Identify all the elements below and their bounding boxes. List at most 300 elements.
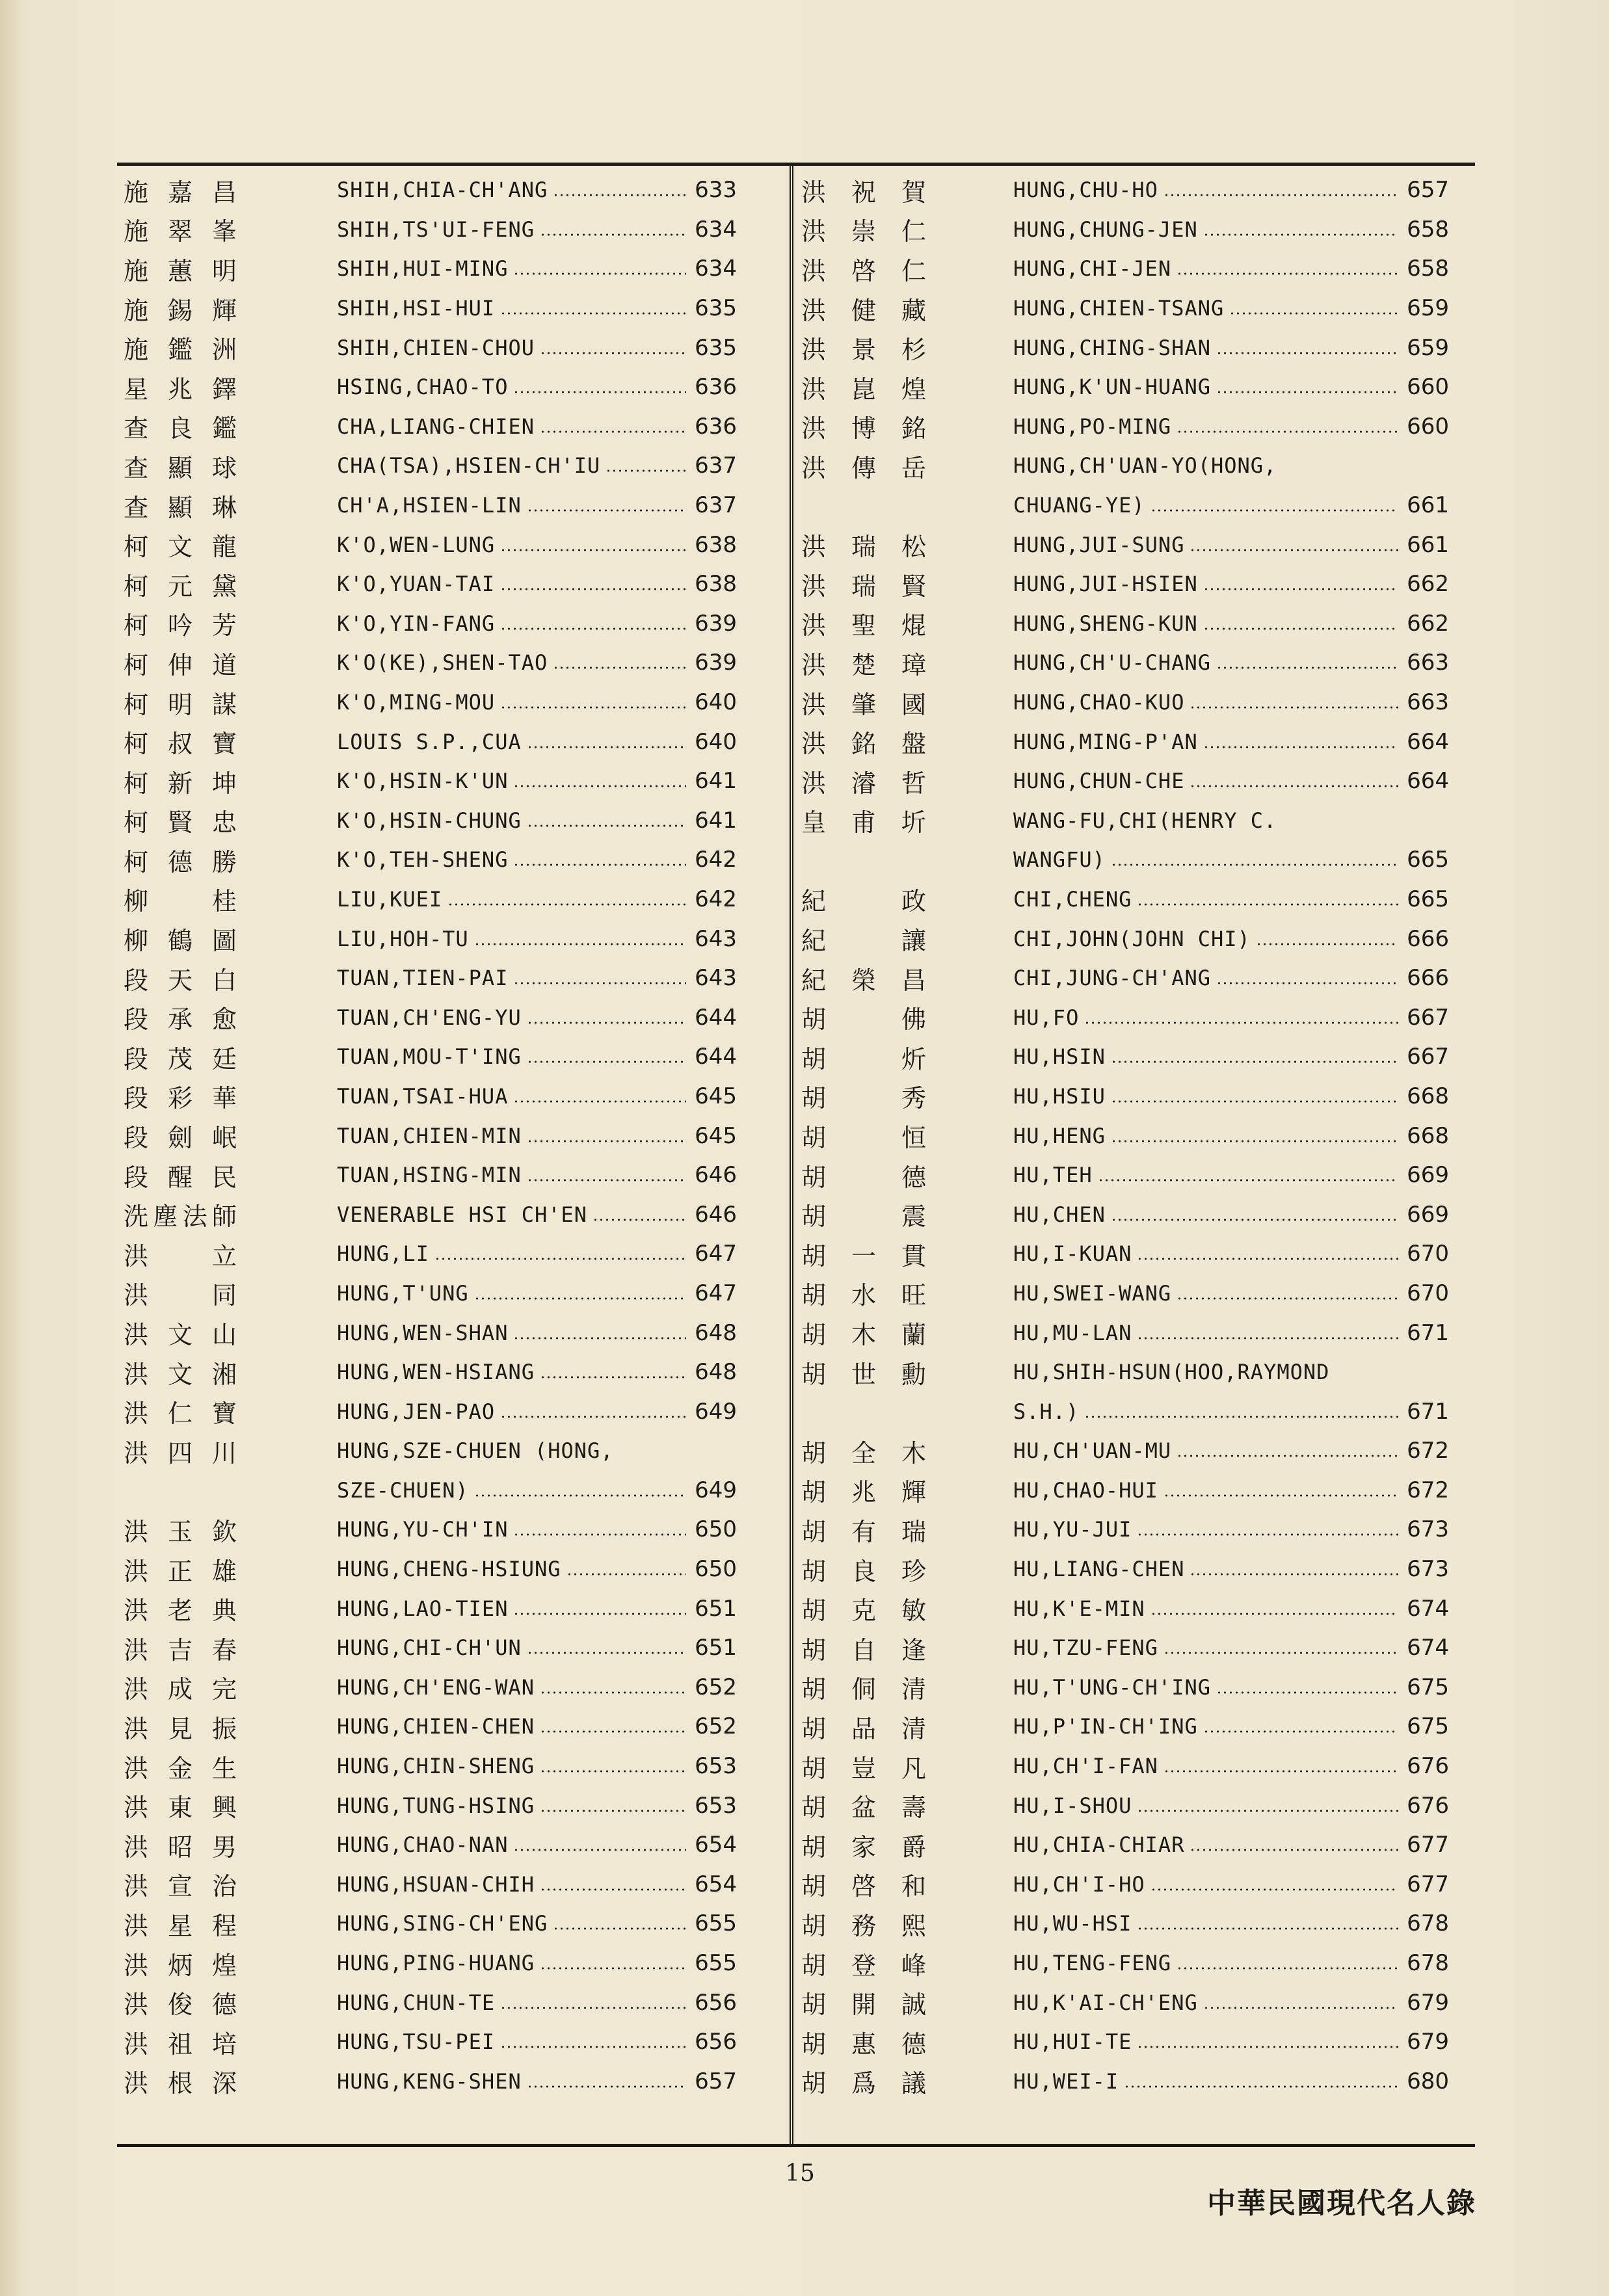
romanized-name: [337, 1635, 691, 1660]
index-entry: [124, 1589, 774, 1628]
entry-page-number: 634: [695, 256, 737, 282]
index-entry: [124, 1155, 774, 1195]
chinese-name: 柯德勝: [124, 847, 239, 877]
romanized-name-text: HUNG,CHUNG-JEN: [1013, 217, 1198, 242]
index-entry: [801, 604, 1465, 644]
chinese-name: 紀政: [801, 887, 929, 916]
chinese-name: 查顯琳: [124, 493, 239, 522]
chinese-name: 洪崑煌: [801, 375, 929, 404]
index-entry: [124, 1392, 774, 1431]
romanized-name-text: LIU,HOH-TU: [337, 926, 469, 951]
chinese-name: 胡啓和: [801, 1872, 929, 1901]
entry-page-number: 663: [1407, 689, 1449, 716]
romanized-name-text: HUNG,CHIN-SHENG: [337, 1754, 535, 1779]
index-entry: [124, 1865, 774, 1905]
index-entry: [124, 407, 774, 447]
romanized-name-text: K'O,YIN-FANG: [337, 611, 496, 636]
index-entry: [124, 1786, 774, 1825]
romanized-name: [1013, 1438, 1403, 1463]
romanized-name-text: HUNG,YU-CH'IN: [337, 1517, 509, 1542]
romanized-name-text: HUNG,CH'ENG-WAN: [337, 1674, 535, 1700]
dot-leader: [1137, 2046, 1398, 2048]
entry-page-number: 641: [695, 768, 737, 795]
romanized-name: [337, 296, 691, 321]
romanized-name-text: LIU,KUEI: [337, 886, 443, 912]
entry-page-number: 645: [695, 1083, 737, 1109]
chinese-name: 胡全木: [801, 1438, 929, 1468]
chinese-name: 洪崇仁: [801, 217, 929, 246]
entry-page-number: 635: [695, 295, 737, 322]
romanized-name: [1013, 1202, 1403, 1227]
dot-leader: [1177, 1297, 1398, 1300]
entry-page-number: 644: [695, 1004, 737, 1031]
dot-leader: [553, 666, 686, 669]
entry-page-number: 678: [1407, 1950, 1449, 1977]
dot-leader: [1111, 1100, 1398, 1103]
romanized-name: [337, 1675, 691, 1700]
romanized-name-text: TUAN,MOU-T'ING: [337, 1044, 522, 1070]
index-entry: [124, 1313, 774, 1353]
entry-page-number: 665: [1407, 886, 1449, 912]
dot-leader: [527, 1140, 686, 1142]
dot-leader: [527, 746, 686, 748]
romanized-name: [337, 1163, 691, 1187]
index-entry: [801, 919, 1465, 958]
index-entry: [801, 1944, 1465, 1983]
entry-page-number: 655: [695, 1950, 737, 1977]
index-entry: [801, 1510, 1465, 1550]
index-entry: [801, 486, 1465, 525]
chinese-name: 胡有瑞: [801, 1517, 929, 1546]
dot-leader: [1098, 1179, 1398, 1181]
entry-page-number: 633: [695, 177, 737, 204]
index-entry: [801, 1274, 1465, 1313]
romanized-name-text: K'O,TEH-SHENG: [337, 847, 509, 873]
romanized-name-text: HUNG,HSUAN-CHIH: [337, 1871, 535, 1897]
index-entry: [124, 643, 774, 683]
chinese-name: 洪成完: [124, 1675, 239, 1704]
dot-leader: [1111, 1140, 1398, 1142]
index-entry: [801, 1353, 1465, 1392]
chinese-name: 胡自逢: [801, 1635, 929, 1665]
romanized-name: [1013, 650, 1403, 675]
chinese-name: 洪吉春: [124, 1635, 239, 1665]
romanized-name: [1013, 533, 1403, 557]
romanized-name: [1013, 1281, 1403, 1306]
chinese-name: 柯元黛: [124, 572, 239, 601]
index-entry: [124, 801, 774, 841]
chinese-name: 段劍岷: [124, 1124, 239, 1153]
dot-leader: [540, 1770, 686, 1773]
chinese-name: 紀讓: [801, 927, 929, 956]
dot-leader: [500, 1416, 686, 1418]
dot-leader: [1203, 1730, 1398, 1733]
dot-leader: [1164, 1770, 1398, 1773]
romanized-name-text: HUNG,JUI-HSIEN: [1013, 572, 1198, 597]
entry-page-number: 651: [695, 1595, 737, 1622]
index-entry: [801, 289, 1465, 328]
index-entry: [124, 1194, 774, 1234]
entry-page-number: 644: [695, 1044, 737, 1070]
romanized-name-text: HU,SWEI-WANG: [1013, 1280, 1172, 1306]
index-entry: [801, 1431, 1465, 1471]
chinese-name: 施錫輝: [124, 296, 239, 325]
chinese-name: 胡震: [801, 1202, 929, 1232]
chinese-name: 段承愈: [124, 1005, 239, 1035]
index-entry: [124, 1077, 774, 1116]
chinese-name: 胡登峰: [801, 1951, 929, 1980]
romanized-name: [337, 217, 691, 242]
romanized-name: [1013, 1951, 1403, 1975]
chinese-name: 查良鑑: [124, 414, 239, 443]
romanized-name-text: HUNG,LAO-TIEN: [337, 1596, 509, 1621]
dot-leader: [1256, 943, 1398, 945]
chinese-name: 星兆鐸: [124, 375, 239, 404]
romanized-name-text: HUNG,LI: [337, 1241, 429, 1267]
chinese-name: 洪玉欽: [124, 1517, 239, 1546]
dot-leader: [1216, 391, 1398, 393]
dot-leader: [1164, 194, 1398, 196]
entry-page-number: 662: [1407, 610, 1449, 637]
chinese-name: 洪昭男: [124, 1832, 239, 1862]
dot-leader: [1137, 1810, 1398, 1812]
romanized-name-text: WANGFU): [1013, 847, 1106, 873]
romanized-name: [337, 1911, 691, 1936]
romanized-name: [337, 611, 691, 636]
romanized-name: [1013, 1754, 1403, 1778]
entry-page-number: 668: [1407, 1122, 1449, 1149]
dot-leader: [513, 272, 686, 275]
romanized-name-text: SHIH,TS'UI-FENG: [337, 217, 535, 242]
romanized-name: [1013, 769, 1403, 793]
entry-page-number: 647: [695, 1241, 737, 1267]
dot-leader: [513, 1337, 686, 1339]
entry-page-number: 665: [1407, 847, 1449, 873]
romanized-name-text: HUNG,SING-CH'ENG: [337, 1911, 548, 1936]
index-entry: [124, 1747, 774, 1786]
chinese-name: 胡豈凡: [801, 1754, 929, 1783]
entry-page-number: 655: [695, 1910, 737, 1937]
index-entry: [801, 1234, 1465, 1274]
entry-page-number: 670: [1407, 1241, 1449, 1267]
index-entry: [801, 328, 1465, 367]
romanized-name: [1013, 1321, 1403, 1345]
chinese-name: 洪見振: [124, 1714, 239, 1743]
romanized-name: [1013, 611, 1403, 636]
entry-page-number: 639: [695, 610, 737, 637]
romanized-name-text: HU,CH'I-HO: [1013, 1871, 1145, 1897]
romanized-name-text: CHI,JOHN(JOHN CHI): [1013, 926, 1251, 951]
romanized-name: [337, 927, 691, 951]
romanized-name: [337, 1438, 691, 1463]
dot-leader: [553, 1927, 686, 1930]
romanized-name: [337, 847, 691, 872]
chinese-name: 柯伸道: [124, 650, 239, 680]
romanized-name: [1013, 375, 1403, 399]
chinese-name: 段天白: [124, 966, 239, 995]
index-entry: [124, 525, 774, 564]
chinese-name: 胡克敏: [801, 1596, 929, 1626]
romanized-name-text: HU,WEI-I: [1013, 2068, 1119, 2094]
entry-page-number: 648: [695, 1319, 737, 1346]
dot-leader: [1177, 272, 1398, 275]
romanized-name-text: HU,CH'I-FAN: [1013, 1754, 1158, 1779]
entry-page-number: 673: [1407, 1516, 1449, 1543]
entry-page-number: 662: [1407, 571, 1449, 598]
romanized-name: [1013, 1675, 1403, 1700]
dot-leader: [1084, 1022, 1398, 1024]
chinese-name: 柯文龍: [124, 533, 239, 562]
chinese-name: 施鑑洲: [124, 336, 239, 365]
entry-page-number: 664: [1407, 768, 1449, 795]
chinese-name: 胡侗清: [801, 1675, 929, 1704]
romanized-name: [337, 178, 691, 202]
romanized-name: [1013, 1832, 1403, 1857]
chinese-name: 洪瑞賢: [801, 572, 929, 601]
chinese-name: 皇甫圻: [801, 808, 929, 838]
entry-page-number: 634: [695, 216, 737, 243]
entry-page-number: 679: [1407, 1989, 1449, 2016]
romanized-name-text: K'O,YUAN-TAI: [337, 572, 496, 597]
chinese-name: 洪宣治: [124, 1872, 239, 1901]
entry-page-number: 647: [695, 1280, 737, 1306]
dot-leader: [1137, 903, 1398, 906]
chinese-name: 洪文湘: [124, 1360, 239, 1389]
index-entry: [124, 170, 774, 210]
dot-leader: [513, 864, 686, 866]
romanized-name: [337, 453, 691, 478]
dot-leader: [1111, 1061, 1398, 1063]
romanized-name-text: HU,YU-JUI: [1013, 1517, 1132, 1542]
entry-page-number: 667: [1407, 1004, 1449, 1031]
romanized-name: [1013, 1911, 1403, 1936]
entry-page-number: 648: [695, 1359, 737, 1386]
romanized-name: [337, 1321, 691, 1345]
dot-leader: [540, 1376, 686, 1379]
dot-leader: [500, 2007, 686, 2009]
chinese-name: 段茂廷: [124, 1044, 239, 1074]
romanized-name-text: HUNG,CH'U-CHANG: [1013, 650, 1211, 676]
romanized-name: [1013, 1399, 1403, 1424]
chinese-name: 洪博銘: [801, 414, 929, 443]
romanized-name: [337, 1793, 691, 1818]
romanized-name-text: HU,CH'UAN-MU: [1013, 1438, 1172, 1464]
entry-page-number: 675: [1407, 1674, 1449, 1700]
index-entry: [801, 1077, 1465, 1116]
romanized-name-text: SHIH,HUI-MING: [337, 256, 509, 282]
chinese-name: 洪俊德: [124, 1990, 239, 2020]
chinese-name: 柳桂: [124, 887, 239, 916]
romanized-name-text: HUNG,JEN-PAO: [337, 1399, 496, 1424]
dot-leader: [500, 549, 686, 551]
entry-page-number: 642: [695, 886, 737, 912]
right-column: [801, 170, 1465, 2101]
dot-leader: [1177, 1967, 1398, 1970]
romanized-name: [1013, 1714, 1403, 1739]
dot-leader: [1137, 1337, 1398, 1339]
romanized-name-text: HU,TZU-FENG: [1013, 1635, 1158, 1661]
index-entry: [801, 1116, 1465, 1155]
dot-leader: [1124, 2085, 1398, 2088]
romanized-name: [1013, 1596, 1403, 1621]
romanized-name-text: HUNG,CHI-JEN: [1013, 256, 1172, 282]
chinese-name: 胡惠德: [801, 2029, 929, 2059]
romanized-name-text: LOUIS S.P.,CUA: [337, 729, 522, 754]
romanized-name-text: HU,LIANG-CHEN: [1013, 1557, 1185, 1582]
romanized-name-text: TUAN,TSAI-HUA: [337, 1083, 509, 1109]
romanized-name: [1013, 453, 1403, 478]
index-entry: [801, 2062, 1465, 2102]
romanized-name: [1013, 1044, 1403, 1069]
dot-leader: [513, 1849, 686, 1851]
romanized-name-text: SHIH,HSI-HUI: [337, 296, 496, 321]
index-entry: [801, 880, 1465, 919]
chinese-name: 胡世勳: [801, 1360, 929, 1389]
entry-page-number: 649: [695, 1398, 737, 1425]
index-entry: [801, 564, 1465, 604]
romanized-name-text: WANG-FU,CHI(HENRY C.: [1013, 808, 1277, 833]
index-entry: [801, 367, 1465, 407]
chinese-name: 胡品清: [801, 1714, 929, 1743]
dot-leader: [527, 1022, 686, 1024]
romanized-name-text: CHA,LIANG-CHIEN: [337, 414, 535, 439]
chinese-name: 胡開誠: [801, 1990, 929, 2020]
index-entry: [124, 1628, 774, 1668]
dot-leader: [500, 588, 686, 590]
chinese-name: 胡爲議: [801, 2069, 929, 2098]
romanized-name-text: HU,MU-LAN: [1013, 1320, 1132, 1345]
index-entry: [801, 1904, 1465, 1944]
chinese-name: 段彩華: [124, 1084, 239, 1113]
dot-leader: [1203, 588, 1398, 590]
romanized-name: [337, 1360, 691, 1384]
romanized-name-text: HSING,CHAO-TO: [337, 375, 509, 400]
chinese-name: 洪銘盤: [801, 730, 929, 759]
entry-page-number: 637: [695, 492, 737, 519]
index-entry: [801, 2022, 1465, 2062]
entry-page-number: 643: [695, 965, 737, 992]
romanized-name: [1013, 1517, 1403, 1542]
chinese-name: 胡水旺: [801, 1281, 929, 1310]
index-entry: [124, 1037, 774, 1077]
romanized-name: [337, 690, 691, 715]
romanized-name: [1013, 1990, 1403, 2015]
romanized-name: [1013, 1360, 1403, 1384]
index-entry: [124, 1116, 774, 1155]
romanized-name: [337, 336, 691, 360]
entry-page-number: 656: [695, 1989, 737, 2016]
chinese-name: 洪傳岳: [801, 453, 929, 482]
romanized-name: [337, 2069, 691, 2094]
entry-page-number: 676: [1407, 1753, 1449, 1780]
romanized-name: [337, 650, 691, 675]
index-entry: [124, 1983, 774, 2022]
chinese-name: 洪濬哲: [801, 769, 929, 798]
index-entry: [124, 249, 774, 289]
dot-leader: [1150, 509, 1398, 512]
romanized-name: [1013, 1872, 1403, 1897]
romanized-name-text: HUNG,WEN-SHAN: [337, 1320, 509, 1345]
romanized-name: [1013, 1793, 1403, 1818]
romanized-name: [1013, 1124, 1403, 1148]
entry-page-number: 638: [695, 531, 737, 558]
chinese-name: 胡盆壽: [801, 1793, 929, 1823]
entry-page-number: 642: [695, 847, 737, 873]
romanized-name-text: CHA(TSA),HSIEN-CH'IU: [337, 453, 601, 479]
romanized-name: [337, 1714, 691, 1739]
entry-page-number: 661: [1407, 531, 1449, 558]
dot-leader: [447, 903, 686, 906]
romanized-name-text: HU,K'E-MIN: [1013, 1596, 1145, 1621]
entry-page-number: 672: [1407, 1477, 1449, 1503]
romanized-name-text: HUNG,CHUN-TE: [337, 1990, 496, 2015]
index-entry: [801, 1983, 1465, 2022]
romanized-name-text: HUNG,TSU-PEI: [337, 2029, 496, 2055]
index-entry: [124, 367, 774, 407]
entry-page-number: 656: [695, 2029, 737, 2055]
dot-leader: [527, 2085, 686, 2088]
romanized-name: [1013, 178, 1403, 202]
chinese-name: 洪楚璋: [801, 650, 929, 680]
entry-page-number: 675: [1407, 1713, 1449, 1740]
entry-page-number: 668: [1407, 1083, 1449, 1109]
index-entry: [124, 1353, 774, 1392]
index-entry: [124, 1944, 774, 1983]
index-entry: [801, 683, 1465, 722]
index-entry: [124, 919, 774, 958]
index-entry: [124, 1510, 774, 1550]
index-entry: [124, 958, 774, 998]
dot-leader: [527, 1179, 686, 1181]
chinese-name: 洪根深: [124, 2069, 239, 2098]
dot-leader: [1190, 549, 1398, 551]
romanized-name: [1013, 2069, 1403, 2094]
romanized-name: [1013, 493, 1403, 518]
chinese-name: 胡務熙: [801, 1911, 929, 1940]
romanized-name-text: HUNG,CHENG-HSIUNG: [337, 1557, 561, 1582]
index-entry: [124, 564, 774, 604]
chinese-name: 洪仁寶: [124, 1399, 239, 1429]
romanized-name: [337, 1202, 691, 1227]
index-entry: [124, 289, 774, 328]
romanized-name: [337, 493, 691, 518]
entry-page-number: 678: [1407, 1910, 1449, 1937]
chinese-name: 洪炳煌: [124, 1951, 239, 1980]
index-entry: [124, 328, 774, 367]
romanized-name-text: HUNG,JUI-SUNG: [1013, 532, 1185, 557]
dot-leader: [1216, 1691, 1398, 1694]
chinese-name: 洪祝賀: [801, 178, 929, 207]
entry-page-number: 663: [1407, 650, 1449, 676]
index-entry: [124, 1668, 774, 1708]
dot-leader: [1190, 706, 1398, 709]
index-entry: [801, 170, 1465, 210]
romanized-name: [337, 1281, 691, 1306]
entry-page-number: 652: [695, 1674, 737, 1700]
romanized-name: [337, 1478, 691, 1503]
romanized-name-text: HUNG,CHAO-NAN: [337, 1832, 509, 1858]
entry-page-number: 649: [695, 1477, 737, 1503]
romanized-name: [1013, 730, 1403, 754]
entry-page-number: 659: [1407, 295, 1449, 322]
chinese-name: 段醒民: [124, 1163, 239, 1192]
index-entry: [801, 1550, 1465, 1589]
romanized-name: [337, 808, 691, 833]
index-entry: [801, 958, 1465, 998]
entry-page-number: 653: [695, 1753, 737, 1780]
dot-leader: [540, 233, 686, 236]
entry-page-number: 664: [1407, 728, 1449, 755]
